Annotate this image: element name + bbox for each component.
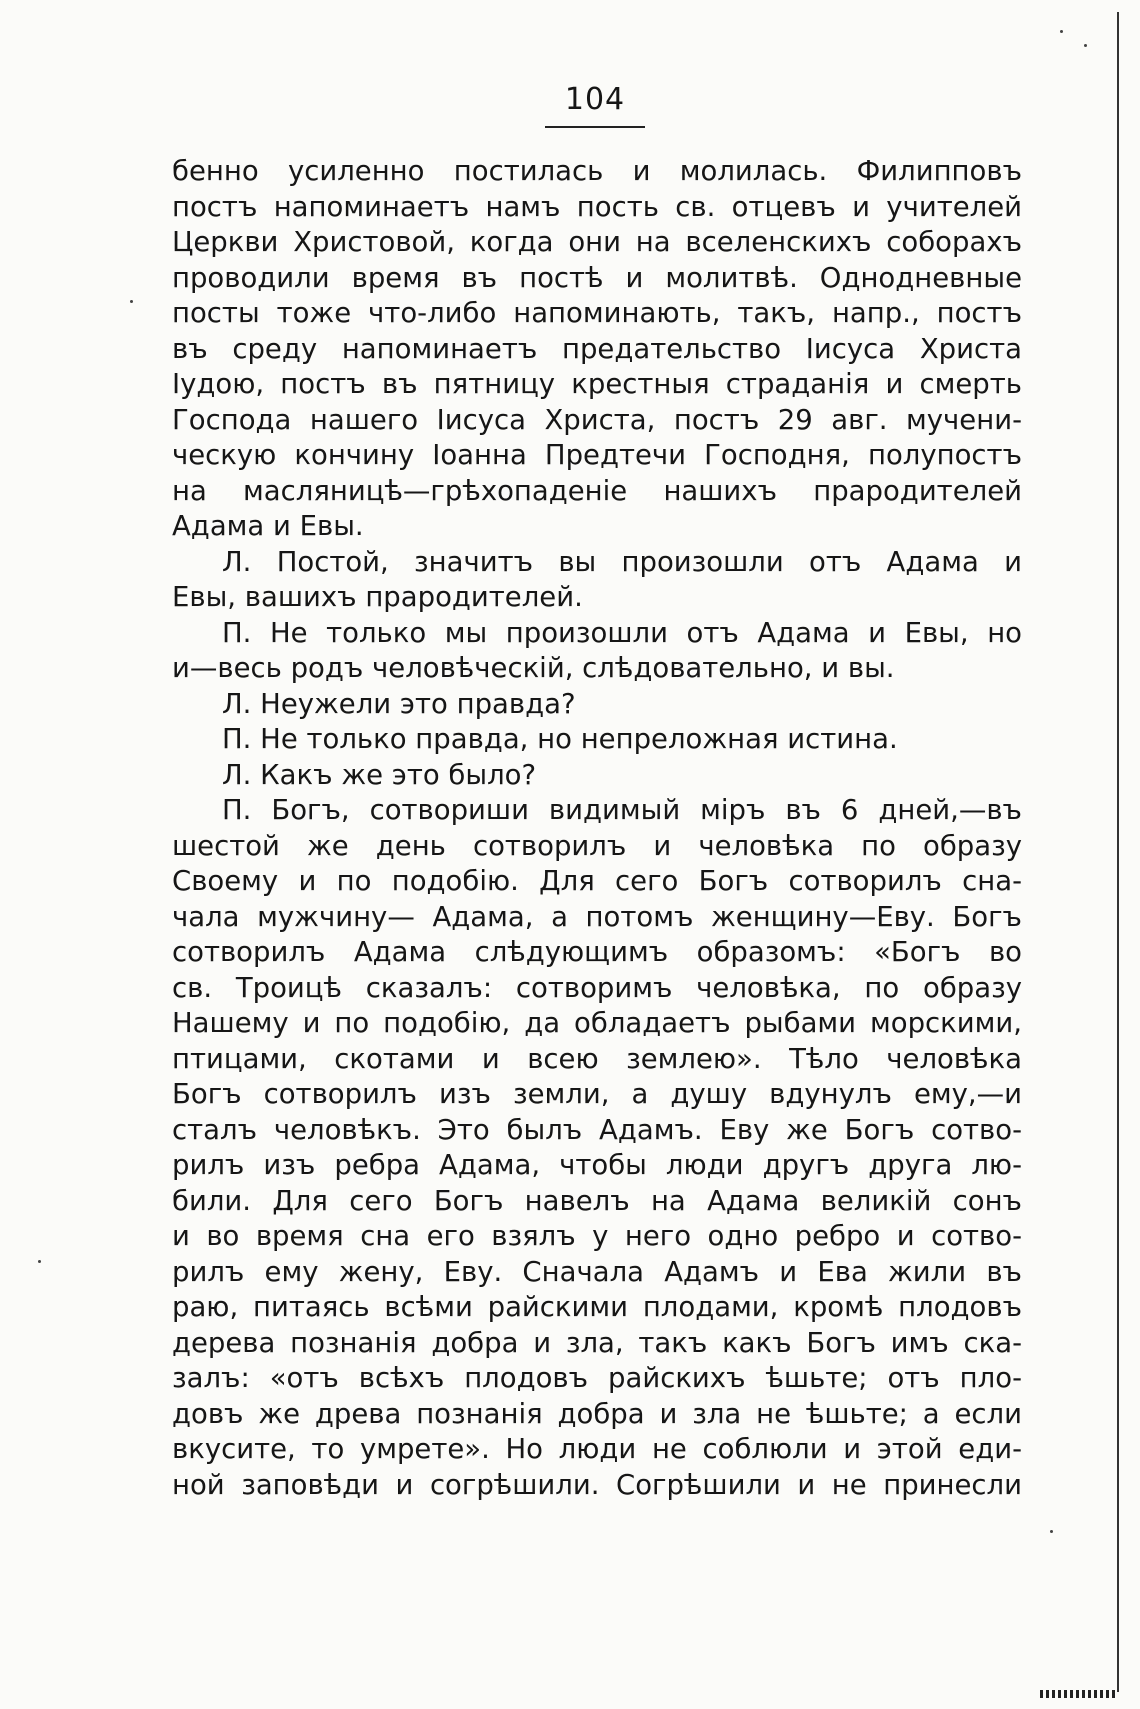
text-line: ной заповѣди и согрѣшили. Согрѣшили и не принесли	[172, 1468, 1022, 1501]
text-line: и—весь родъ человѣческій, слѣдовательно, и вы.	[172, 652, 895, 684]
text-line: Адама и Евы.	[172, 510, 364, 542]
dialogue-line: Л. Какъ же это было?	[222, 758, 537, 791]
scan-speck	[1060, 30, 1063, 33]
text-line: ческую кончину Іоанна Предтечи Господня, полупостъ	[172, 439, 1022, 471]
scan-speck	[1084, 44, 1087, 47]
text-line: чала мужчину— Адама, а потомъ женщину—Еву. Богъ	[172, 900, 1022, 933]
body-text	[172, 154, 1022, 1503]
text-line: били. Для сего Богъ навелъ на Адама великій сонъ	[172, 1184, 1022, 1217]
text-line: шестой же день сотворилъ и человѣка по образу	[172, 829, 1022, 862]
scan-speck	[38, 1260, 41, 1263]
dialogue-line: П. Богъ, сотвориши видимый міръ въ 6 дней,—въ	[222, 794, 1022, 826]
page-number-rule	[545, 126, 645, 128]
dialogue-line: П. Не только правда, но непреложная истина.	[222, 723, 898, 755]
text-line: раю, питаясь всѣми райскими плодами, кромѣ плодовъ	[172, 1291, 1022, 1323]
scan-smudge	[1040, 1690, 1116, 1698]
dialogue-line: П. Не только мы произошли отъ Адама и Евы, но	[222, 616, 1022, 649]
text-line: Іудою, постъ въ пятницу крестныя страданія и смерть	[172, 368, 1022, 400]
text-line: посты тоже что-либо напоминають, такъ, напр., постъ	[172, 297, 1022, 329]
text-line: проводили время въ постѣ и молитвѣ. Однодневные	[172, 261, 1022, 294]
text-line: рилъ ему жену, Еву. Сначала Адамъ и Ева жили въ	[172, 1255, 1022, 1288]
text-line: Своему и по подобію. Для сего Богъ сотворилъ сна-	[172, 865, 1022, 897]
scan-speck	[130, 300, 133, 303]
text-line: Богъ сотворилъ изъ земли, а душу вдунулъ ему,—и	[172, 1078, 1022, 1110]
text-line: Нашему и по подобію, да обладаетъ рыбами морскими,	[172, 1007, 1022, 1039]
dialogue-line: Л. Неужели это правда?	[222, 687, 576, 720]
text-line: св. Троицѣ сказалъ: сотворимъ человѣка, по образу	[172, 971, 1022, 1004]
text-line: Евы, вашихъ прародителей.	[172, 581, 583, 613]
text-line: птицами, скотами и всею землею». Тѣло человѣка	[172, 1042, 1022, 1075]
text-line: рилъ изъ ребра Адама, чтобы люди другъ друга лю-	[172, 1149, 1022, 1181]
text-line: въ среду напоминаетъ предательство Іисуса Христа	[172, 332, 1022, 365]
text-line: Господа нашего Іисуса Христа, постъ 29 авг. мучени-	[172, 403, 1022, 436]
text-line: сталъ человѣкъ. Это былъ Адамъ. Еву же Богъ сотво-	[172, 1113, 1022, 1146]
text-line: вкусите, то умрете». Но люди не соблюли и этой еди-	[172, 1433, 1022, 1465]
text-line: Церкви Христовой, когда они на вселенскихъ соборахъ	[172, 226, 1022, 258]
text-line: постъ напоминаетъ намъ пость св. отцевъ и учителей	[172, 190, 1022, 223]
scan-speck	[1050, 1530, 1053, 1533]
text-line: бенно усиленно постилась и молилась. Филипповъ	[172, 155, 1022, 187]
text-line: и во время сна его взялъ у него одно ребро и сотво-	[172, 1220, 1022, 1252]
text-line: довъ же древа познанія добра и зла не ѣшьте; а если	[172, 1397, 1022, 1430]
text-line: дерева познанія добра и зла, такъ какъ Богъ имъ ска-	[172, 1326, 1022, 1359]
scan-edge-line	[1117, 12, 1119, 1692]
text-line: на масляницѣ—грѣхопаденіе нашихъ прародителей	[172, 474, 1022, 507]
dialogue-line: Л. Постой, значитъ вы произошли отъ Адама и	[222, 545, 1022, 578]
text-line: сотворилъ Адама слѣдующимъ образомъ: «Богъ во	[172, 936, 1022, 968]
page-number: 104	[564, 82, 626, 117]
text-line: залъ: «отъ всѣхъ плодовъ райскихъ ѣшьте; отъ пло-	[172, 1362, 1022, 1394]
